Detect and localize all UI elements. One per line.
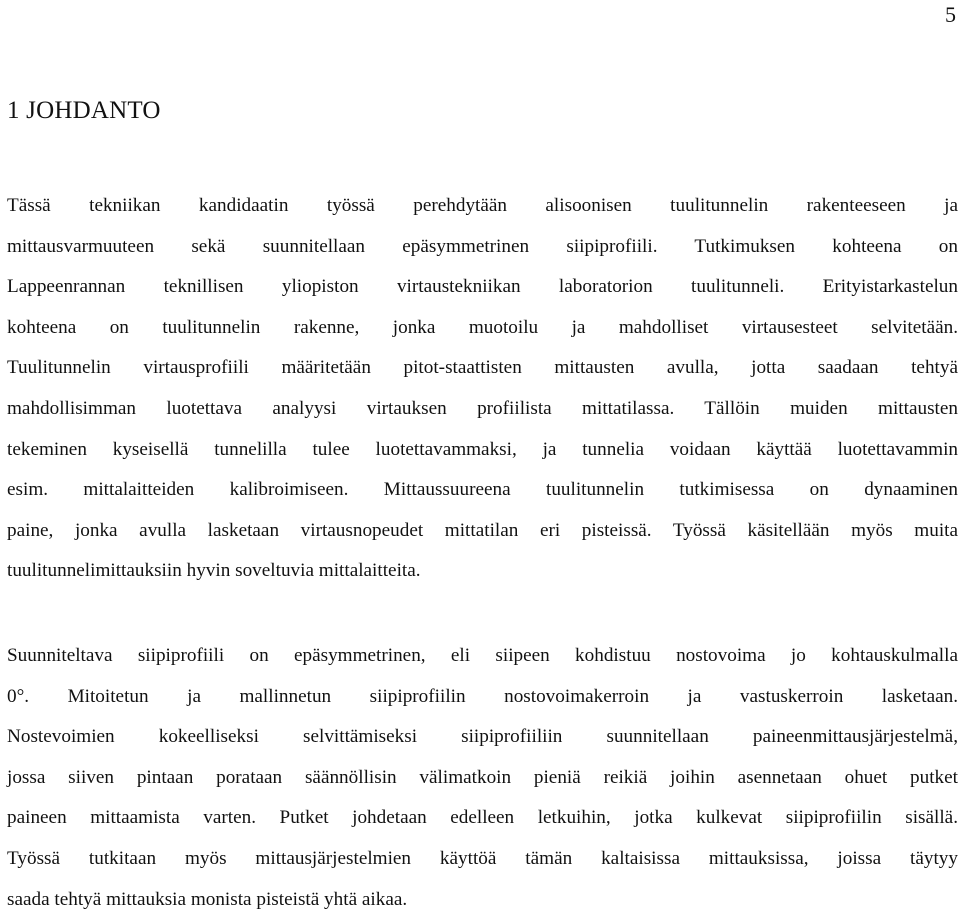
text-line: mittausvarmuuteen sekä suunnitellaan epäsymmetrinen siipiprofiili. Tutkimuksen kohteena on	[7, 235, 958, 257]
paragraph-1	[7, 186, 958, 592]
text-line: Lappeenrannan teknillisen yliopiston virtaustekniikan laboratorion tuulitunneli. Erityistarkastelun	[7, 276, 958, 298]
page-number: 5	[945, 2, 956, 27]
text-line: mahdollisimman luotettava analyysi virtauksen profiilista mittatilassa. Tällöin muiden mittausten	[7, 397, 958, 419]
text-line: paine, jonka avulla lasketaan virtausnopeudet mittatilan eri pisteissä. Työssä käsitellään myös muita	[7, 519, 958, 541]
text-line: esim. mittalaitteiden kalibroimiseen. Mittaussuureena tuulitunnelin tutkimisessa on dynaaminen	[7, 479, 958, 501]
section-heading: 1 JOHDANTO	[7, 97, 161, 124]
text-line: Tässä tekniikan kandidaatin työssä perehdytään alisoonisen tuulitunnelin rakenteeseen ja	[7, 195, 958, 216]
text-line: 0°. Mitoitetun ja mallinnetun siipiprofiilin nostovoimakerroin ja vastuskerroin lasketaan.	[7, 685, 958, 707]
text-line: Suunniteltava siipiprofiili on epäsymmetrinen, eli siipeen kohdistuu nostovoima jo kohtauskulmalla	[7, 645, 958, 666]
text-line: tekeminen kyseisellä tunnelilla tulee luotettavammaksi, ja tunnelia voidaan käyttää luotettavammin	[7, 438, 958, 460]
paragraph-2	[7, 636, 958, 920]
text-line: Nostevoimien kokeelliseksi selvittämiseksi siipiprofiiliin suunnitellaan paineenmittausjärjestelmä,	[7, 726, 958, 748]
text-line: jossa siiven pintaan porataan säännöllisin välimatkoin pieniä reikiä joihin asennetaan ohuet putket	[7, 766, 958, 788]
text-line: tuulitunnelimittauksiin hyvin soveltuvia mittalaitteita.	[7, 560, 421, 582]
text-line: Tuulitunnelin virtausprofiili määritetään pitot-staattisten mittausten avulla, jotta saadaan tehtyä	[7, 357, 958, 379]
text-line: paineen mittaamista varten. Putket johdetaan edelleen letkuihin, jotka kulkevat siipiprofiilin sisällä.	[7, 807, 958, 829]
text-line: saada tehtyä mittauksia monista pisteistä yhtä aikaa.	[7, 888, 408, 910]
text-line: Työssä tutkitaan myös mittausjärjestelmien käyttöä tämän kaltaisissa mittauksissa, joissa täytyy	[7, 847, 958, 869]
text-line: kohteena on tuulitunnelin rakenne, jonka muotoilu ja mahdolliset virtausesteet selvitetään.	[7, 316, 958, 338]
